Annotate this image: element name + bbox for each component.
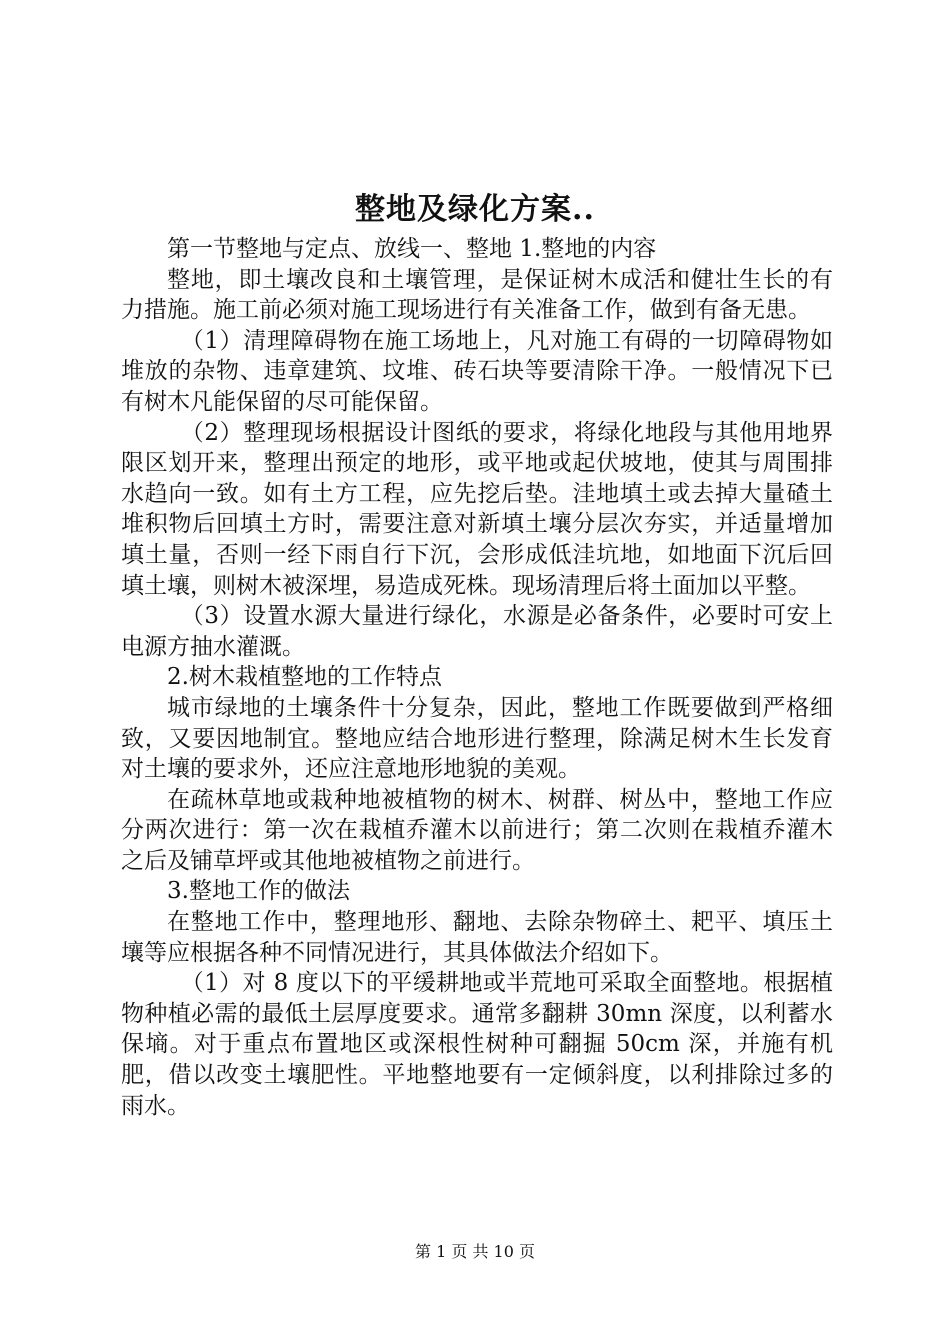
paragraph: 整地，即土壤改良和土壤管理，是保证树木成活和健壮生长的有力措施。施工前必须对施工现场进行有关准备工作，做到有备无患。: [121, 266, 833, 324]
paragraph: 城市绿地的土壤条件十分复杂，因此，整地工作既要做到严格细致，又要因地制宜。整地应结合地形进行整理，除满足树木生长发育对土壤的要求外，还应注意地形地貌的美观。: [121, 694, 833, 783]
numbered-paragraph: （1）对 8 度以下的平缓耕地或半荒地可采取全面整地。根据植物种植必需的最低土层厚度要求。通常多翻耕 30mn 深度，以利蓄水保墒。对于重点布置地区或深根性树种可翻掘 50cm 深，并施有机肥，借以改变土壤肥性。平地整地要有一定倾斜度，以利排除过多的雨水。: [121, 970, 833, 1119]
page-number-footer: 第 1 页 共 10 页: [415, 1242, 535, 1261]
section-heading: 2.树木栽植整地的工作特点: [167, 664, 442, 691]
paragraph: 在整地工作中，整理地形、翻地、去除杂物碎土、耙平、填压土壤等应根据各种不同情况进行，其具体做法介绍如下。: [121, 909, 833, 966]
numbered-paragraph: （2）整理现场根据设计图纸的要求，将绿化地段与其他用地界限区划开来，整理出预定的地形，或平地或起伏坡地，使其与周围排水趋向一致。如有土方工程，应先挖后垫。洼地填土或去掉大量碴土堆积物后回填土方时，需要注意对新填土壤分层次夯实，并适量增加填土量，否则一经下雨自行下沉，会形成低洼坑地，如地面下沉后回填土壤，则树木被深埋，易造成死株。现场清理后将土面加以平整。: [121, 419, 833, 599]
document-body: [121, 234, 833, 1121]
numbered-paragraph: （3）设置水源大量进行绿化，水源是必备条件，必要时可安上电源方抽水灌溉。: [121, 603, 833, 660]
numbered-paragraph: （1）清理障碍物在施工场地上，凡对施工有碍的一切障碍物如堆放的杂物、违章建筑、坟堆、砖石块等要清除干净。一般情况下已有树木凡能保留的尽可能保留。: [121, 327, 833, 415]
section-heading: 第一节整地与定点、放线一、整地 1.整地的内容: [167, 236, 657, 262]
document-title: 整地及绿化方案..: [355, 192, 595, 227]
paragraph: 在疏林草地或栽种地被植物的树木、树群、树丛中，整地工作应分两次进行：第一次在栽植乔灌木以前进行；第二次则在栽植乔灌木之后及铺草坪或其他地被植物之前进行。: [121, 786, 833, 874]
section-heading: 3.整地工作的做法: [167, 878, 350, 905]
